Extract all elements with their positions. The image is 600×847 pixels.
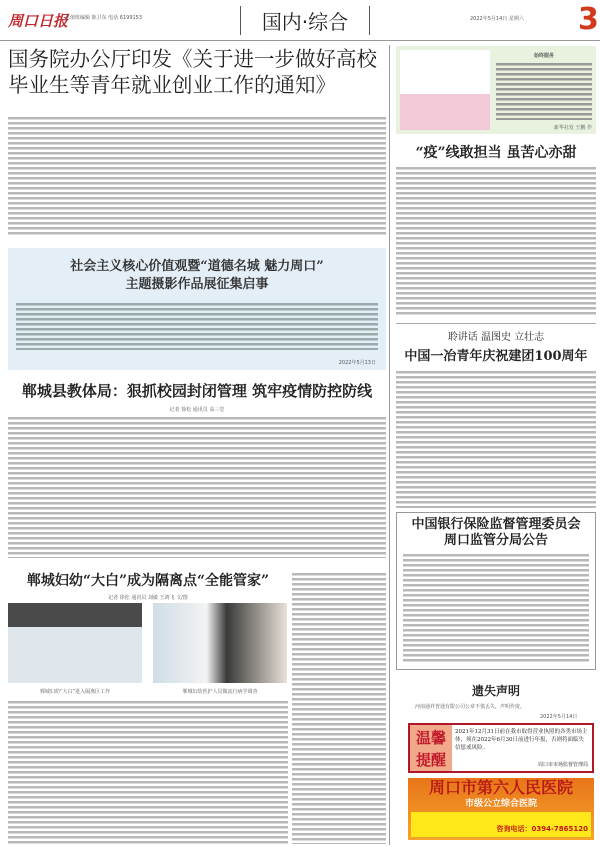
contest-title-2: 主题摄影作品展征集启事 xyxy=(125,277,269,292)
duty-editor-info: 总值班编辑 陈卫东 电话 6199153 xyxy=(65,15,143,21)
hospital-ad-phone: 咨询电话：0394-7865120 xyxy=(496,825,588,833)
cartoon-title: 始终服务 xyxy=(533,53,554,59)
youth-body xyxy=(396,370,596,508)
hospital-story-body xyxy=(8,700,288,844)
bank-notice-title-1: 中国银行保险监督管理委员会 xyxy=(411,517,581,532)
bank-notice-body xyxy=(403,553,589,663)
hospital-story-byline: 记者 徐松 通讯员 刘敏 王鸿飞 文/图 xyxy=(108,595,188,601)
hospital-story-headline: 郸城妇幼“大白”成为隔离点“全能管家” xyxy=(26,573,270,589)
contest-body xyxy=(16,302,378,350)
photo-epidemiological-survey xyxy=(153,603,287,683)
epidemic-headline: “疫”线敢担当 虽苦心亦甜 xyxy=(415,145,577,161)
cartoon-box xyxy=(396,46,596,134)
lost-title: 遗失声明 xyxy=(471,684,520,698)
column-divider xyxy=(389,45,390,845)
school-body xyxy=(8,416,386,558)
school-byline: 记者 徐松 通讯员 高三堂 xyxy=(169,407,225,413)
hospital-ad xyxy=(408,778,594,840)
lead-body xyxy=(8,116,386,236)
bank-notice xyxy=(396,512,596,670)
page-number: 3 xyxy=(578,2,599,37)
photo-medical-staff xyxy=(8,603,142,683)
epidemic-body xyxy=(396,166,596,316)
reminder-text: 2021年12月31日前在我市取得营业执照的各类市场主体，须在2022年6月30日前进行年报，否则将面临失信惩戒风险。 xyxy=(455,729,588,751)
lead-headline: 国务院办公厅印发《关于进一步做好高校毕业生等青年就业创业工作的通知》 xyxy=(8,47,377,97)
divider xyxy=(396,323,596,324)
cartoon-text xyxy=(496,62,592,120)
contest-date: 2022年5月13日 xyxy=(338,360,376,366)
hospital-ad-name: 周口市第六人民医院 xyxy=(428,778,573,797)
cartoon-image xyxy=(400,50,490,130)
school-headline: 郸城县教体局：狠抓校园封闭管理 筑牢疫情防控防线 xyxy=(21,382,373,400)
section-title: 国内·综合 xyxy=(240,6,370,35)
issue-date: 2022年5月14日 星期六 xyxy=(470,16,524,22)
contest-title-1: 社会主义核心价值观暨“道德名城 魅力周口” xyxy=(70,259,324,274)
reminder-label: 温馨提醒 xyxy=(410,725,452,771)
newspaper-logo: 周口日报 xyxy=(8,12,69,30)
youth-headline: 中国一冶青年庆祝建团100周年 xyxy=(404,349,588,364)
reminder-sign: 周口市市场监督管理局 xyxy=(537,762,588,768)
header-divider xyxy=(0,40,600,41)
youth-kicker: 聆讲话 温图史 立壮志 xyxy=(447,332,545,343)
bank-notice-title-2: 周口监管分局公告 xyxy=(443,533,548,548)
caption-2: 郸城妇幼医护人员做流行病学调查 xyxy=(182,689,258,695)
caption-1: 郸城妇幼“大白”进入隔离区工作 xyxy=(39,689,111,695)
lost-date: 2022年5月14日 xyxy=(540,714,578,720)
photo-contest-notice xyxy=(8,248,386,370)
lost-text: 河南通祥普通有限公司公章不慎丢失，声明作废。 xyxy=(415,704,526,710)
hospital-ad-sub: 市级公立综合医院 xyxy=(464,799,537,809)
reminder-box xyxy=(408,723,594,773)
cartoon-credit: 新华社发 王鹏 作 xyxy=(553,125,592,131)
hospital-story-side-column xyxy=(292,572,386,844)
